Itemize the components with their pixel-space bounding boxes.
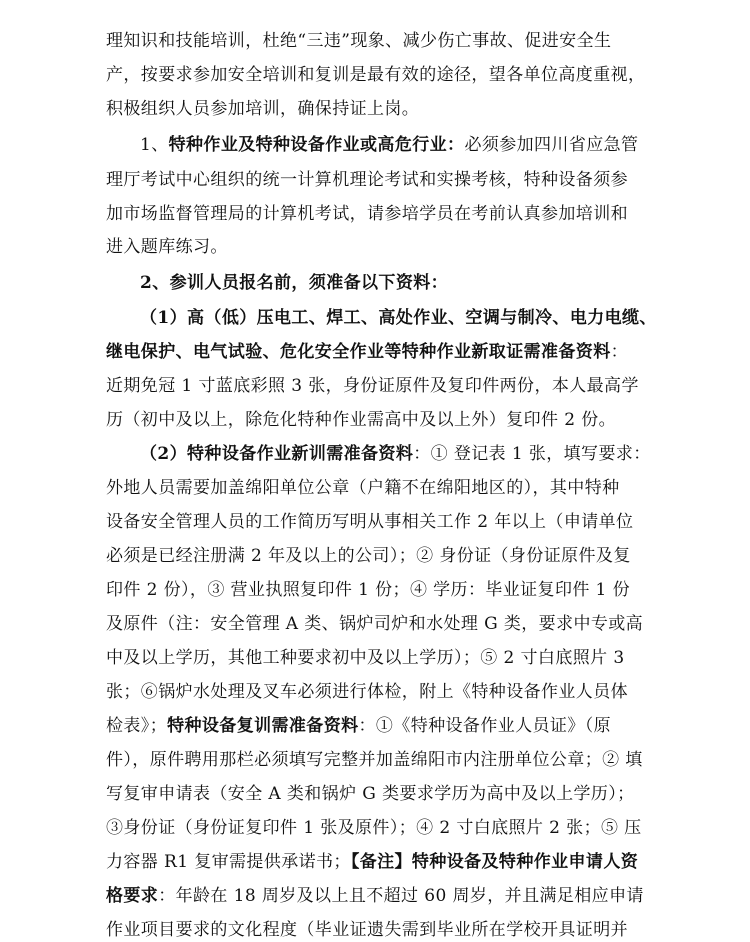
sub1-line-1: （1）高（低）压电工、焊工、高处作业、空调与制冷、电力电缆、 [140,308,657,328]
intro-line-3: 积极组织人员参加培训，确保持证上岗。 [106,99,420,119]
sub2-line-15: 作业项目要求的文化程度（毕业证遗失需到毕业所在学校开具证明并 [106,920,628,940]
sub2-line-9 [106,714,646,738]
sub2-l9-b: ：①《特种设备作业人员证》（原 [358,716,612,736]
sub2-line-13 [106,850,646,874]
sub2-l14-bold: 格要求 [106,886,159,906]
sub2-line-4: 必须是已经注册满 2 年及以上的公司）；② 身份证（身份证原件及复 [106,546,631,566]
item1-line-3: 加市场监督管理局的计算机考试，请参培学员在考前认真参加培训和 [106,204,628,224]
sub2-line-1 [140,442,680,466]
sub2-line-14 [106,884,646,908]
sub1-colon: ： [610,342,629,362]
sub2-line-2: 外地人员需要加盖绵阳单位公章（户籍不在绵阳地区的），其中特种 [106,478,620,498]
sub2-l14-rest: ：年龄在 18 周岁及以上且不超过 60 周岁，并且满足相应申请 [158,886,644,906]
sub2-line-12: ③身份证（身份证复印件 1 张及原件）；④ 2 寸白底照片 2 张；⑤ 压 [106,818,642,838]
sub2-l13-bold: 【备注】特种设备及特种作业申请人资 [350,852,639,872]
sub1-line-2 [106,340,646,364]
sub2-line-6: 及原件（注：安全管理 A 类、锅炉司炉和水处理 G 类，要求中专或高 [106,614,644,634]
intro-line-1: 理知识和技能培训，杜绝“三违”现象、减少伤亡事故、促进安全生 [106,31,612,51]
item1-line-1 [140,133,680,157]
item2-heading: 2、参训人员报名前，须准备以下资料： [140,273,449,293]
sub2-line-5: 印件 2 份），③ 营业执照复印件 1 份；④ 学历：毕业证复印件 1 份 [106,580,630,600]
sub2-line-11: 写复审申请表（安全 A 类和锅炉 G 类要求学历为高中及以上学历）； [106,784,635,804]
sub1-line-4: 历（初中及以上，除危化特种作业需高中及以上外）复印件 2 份。 [106,410,617,430]
sub2-text: ：① 登记表 1 张，填写要求： [413,444,651,464]
item1-bold-heading: 特种作业及特种设备作业或高危行业： [168,135,465,155]
sub1-bold-text: 继电保护、电气试验、危化安全作业等特种作业新取证需准备资料 [106,342,611,362]
sub2-line-10: 件），原件聘用那栏必须填写完整并加盖绵阳市内注册单位公章；② 填 [106,750,643,770]
sub2-line-7: 中及以上学历，其他工种要求初中及以上学历）；⑤ 2 寸白底照片 3 [106,648,625,668]
sub2-bold-heading: （2）特种设备作业新训需准备资料 [140,444,414,464]
item1-line-2: 理厅考试中心组织的统一计算机理论考试和实操考核，特种设备须参 [106,170,628,190]
item1-text: 必须参加四川省应急管 [464,135,639,155]
sub2-line-8: 张；⑥锅炉水处理及叉车必须进行体检，附上《特种设备作业人员体 [106,682,628,702]
intro-line-2: 产，按要求参加安全培训和复训是最有效的途径，望各单位高度重视， [106,65,646,85]
item1-line-4: 进入题库练习。 [106,237,228,257]
sub2-l13-a: 力容器 R1 复审需提供承诺书； [106,852,351,872]
sub2-l9-a: 检表》； [106,716,168,736]
sub2-l9-bold: 特种设备复训需准备资料 [167,716,359,736]
item1-number: 1、 [140,135,169,155]
sub2-line-3: 设备安全管理人员的工作简历写明从事相关工作 2 年以上（申请单位 [106,512,634,532]
sub1-line-3: 近期免冠 1 寸蓝底彩照 3 张，身份证原件及复印件两份，本人最高学 [106,376,639,396]
